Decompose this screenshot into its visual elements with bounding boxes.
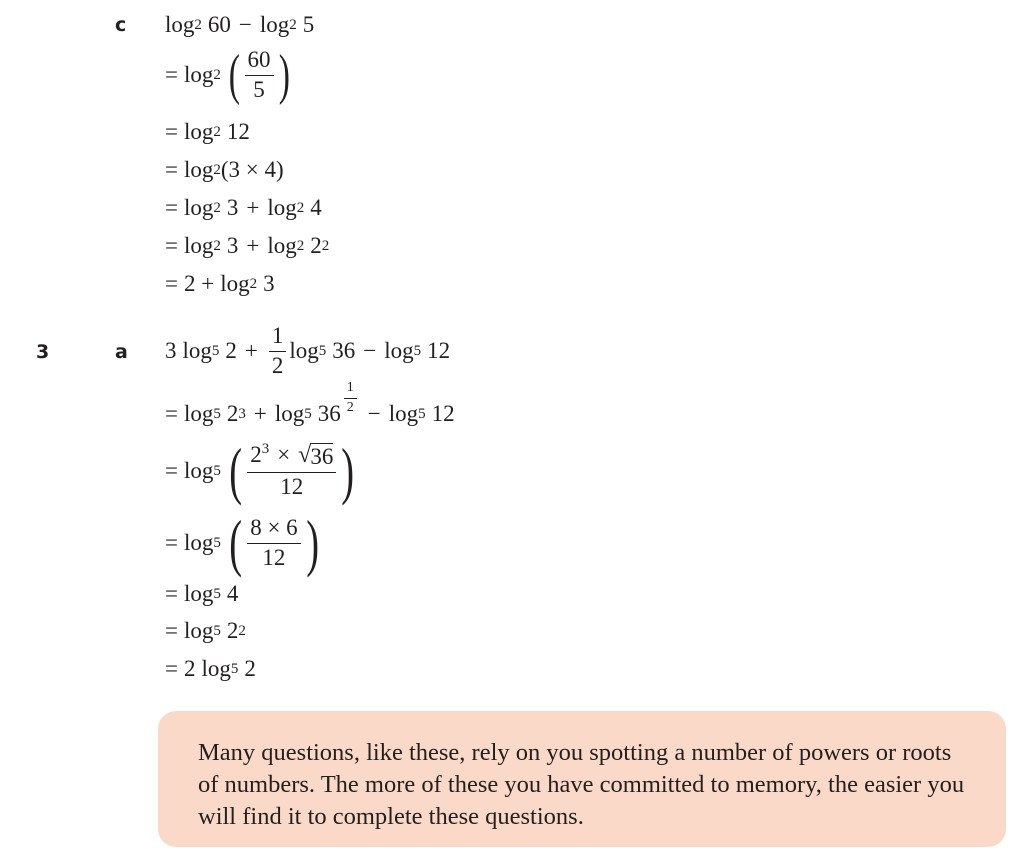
square-root: √ 36 <box>298 442 334 470</box>
part-a-line-2: = log 5 2 3 + log 5 36 $\frac{1}{2}$ − log 5 12 <box>165 379 455 426</box>
part-a-label: a <box>115 341 128 363</box>
part-c-line-7: = 2 + log 2 3 <box>165 271 275 296</box>
part-a-line-4: = log 5 ( $\frac{8 \times 6}{12}$ ) <box>165 507 319 578</box>
part-a-line-7: = 2 log 5 2 <box>165 656 256 681</box>
fraction-one-half: $\frac{1}{2}$ <box>269 324 287 377</box>
part-c-line-1: log 2 60 − log 2 5 <box>165 12 315 37</box>
part-a-line-6: = log 5 2 2 <box>165 618 246 643</box>
question-3-number: 3 <box>36 341 50 363</box>
fraction-48-over-12: $\frac{8 \times 6}{12}$ <box>247 516 300 569</box>
part-c-line-5: = log 2 3 + log 2 4 <box>165 195 322 220</box>
tip-text: Many questions, like these, rely on you spotting a number of powers or roots of numbers. The more of these you have committed to memory, the easier you will find it to complete these questions. <box>198 739 965 830</box>
fraction-60-over-5: $\frac{60}{5}$ <box>245 48 274 101</box>
part-a-line-3: = log 5 ( $2^3$ × √ 36 12 ) <box>165 435 355 506</box>
tip-box <box>158 711 1006 847</box>
part-c-line-6: = log 2 3 + log 2 2 2 <box>165 233 330 258</box>
fraction-product-over-12: $2^3$ × √ 36 12 <box>247 443 336 498</box>
part-c-line-3: = log 2 12 <box>165 119 250 144</box>
part-c-line-4: = log 2 (3 × 4) <box>165 157 284 182</box>
exponent-one-half: $\frac{1}{2}$ <box>344 381 357 415</box>
part-a-line-5: = log 5 4 <box>165 581 239 606</box>
part-c-label: c <box>115 14 127 36</box>
part-c-line-2: = log 2 ( $\frac{60}{5}$ ) <box>165 44 290 106</box>
part-a-line-1: 3 log 5 2 + $\frac{1}{2}$ log 5 36 − log 5 12 <box>165 323 451 378</box>
